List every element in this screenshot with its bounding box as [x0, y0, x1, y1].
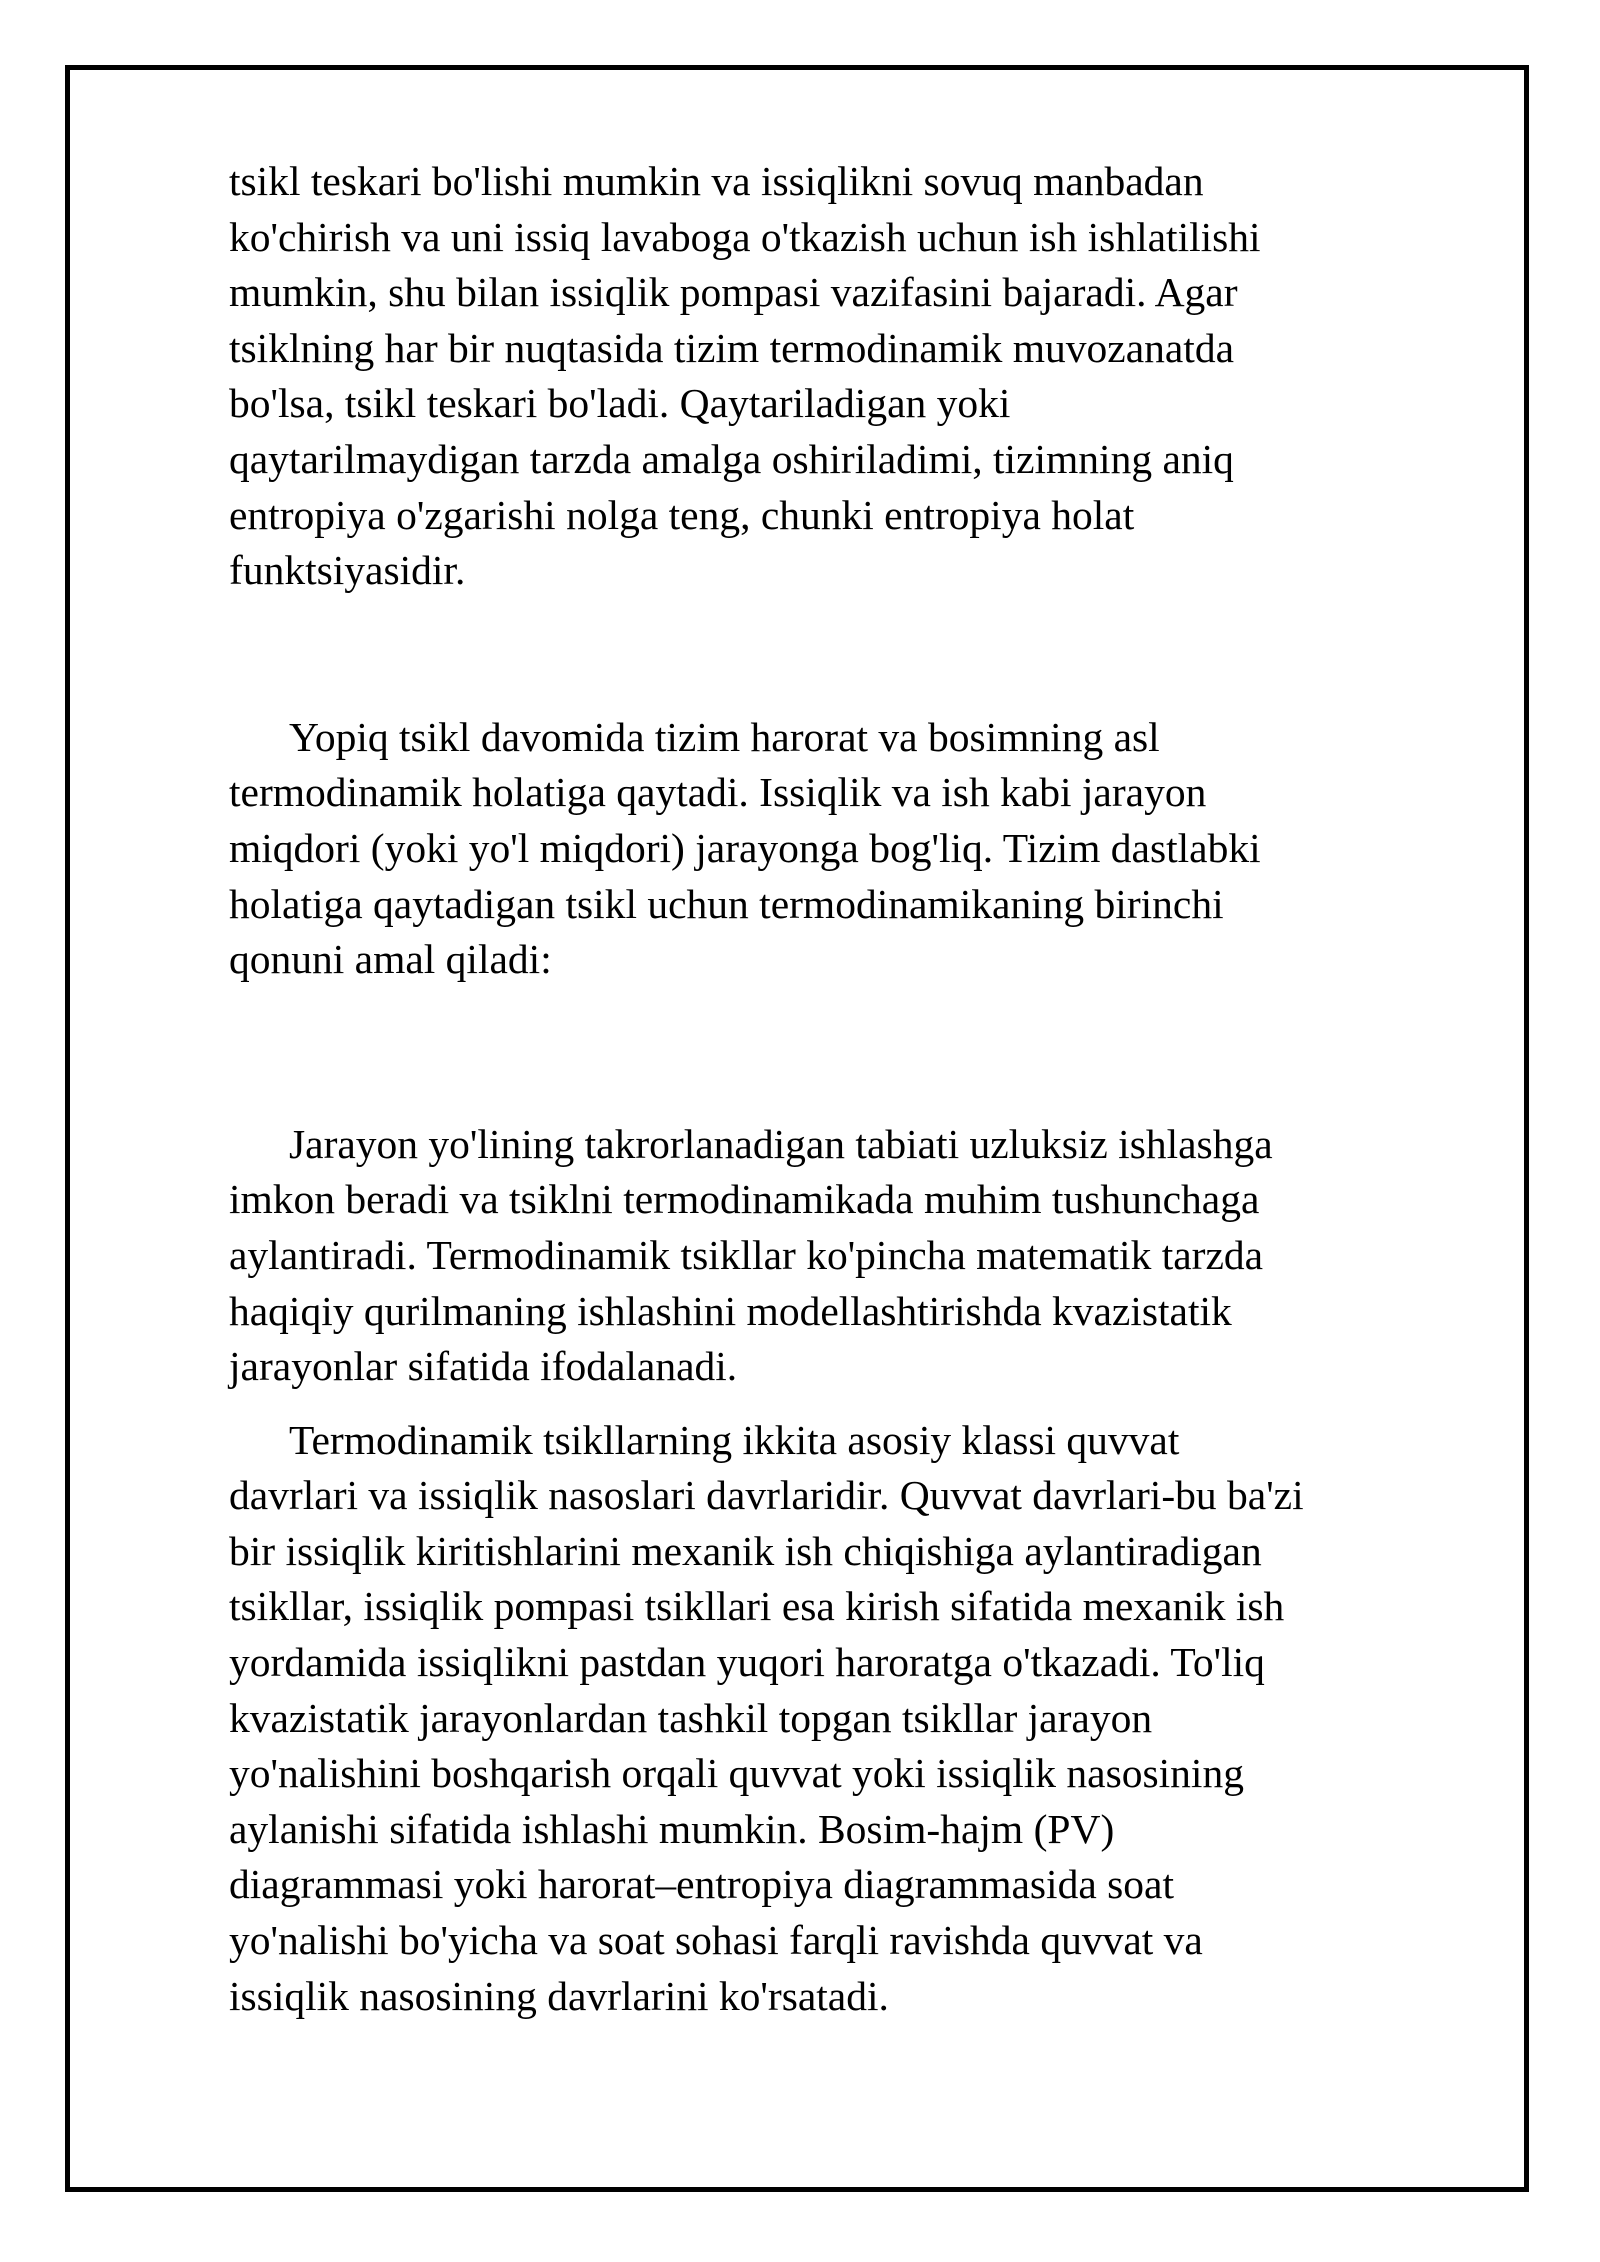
text-line: entropiya o'zgarishi nolga teng, chunki entropiya holat [229, 491, 1135, 538]
text-line: yo'nalishini boshqarish orqali quvvat yoki issiqlik nasosining [229, 1750, 1244, 1797]
text-line: tsiklning har bir nuqtasida tizim termodinamik muvozanatda [229, 324, 1234, 371]
text-line: holatiga qaytadigan tsikl uchun termodinamikaning birinchi [229, 880, 1224, 927]
paragraph-spacer [229, 988, 1529, 1117]
paragraph-2 [229, 710, 1529, 988]
text-line: qonuni amal qiladi: [229, 936, 552, 983]
text-line: kvazistatik jarayonlardan tashkil topgan tsikllar jarayon [229, 1694, 1153, 1741]
text-line: jarayonlar sifatida ifodalanadi. [229, 1343, 738, 1390]
text-line: aylantiradi. Termodinamik tsikllar ko'pincha matematik tarzda [229, 1231, 1264, 1278]
text-line: Jarayon yo'lining takrorlanadigan tabiati uzluksiz ishlashga [289, 1120, 1273, 1167]
document-body [229, 154, 1529, 2024]
text-line: bo'lsa, tsikl teskari bo'ladi. Qaytariladigan yoki [229, 380, 1011, 427]
text-line: tsikllar, issiqlik pompasi tsikllari esa kirish sifatida mexanik ish [229, 1583, 1285, 1630]
paragraph-4 [229, 1413, 1529, 2025]
text-line: haqiqiy qurilmaning ishlashini modellashtirishda kvazistatik [229, 1287, 1232, 1334]
text-line: diagrammasi yoki harorat–entropiya diagrammasida soat [229, 1861, 1174, 1908]
text-line: mumkin, shu bilan issiqlik pompasi vazifasini bajaradi. Agar [229, 269, 1238, 316]
text-line: miqdori (yoki yo'l miqdori) jarayonga bog'liq. Tizim dastlabki [229, 824, 1261, 871]
text-line: yo'nalishi bo'yicha va soat sohasi farqli ravishda quvvat va [229, 1917, 1203, 1964]
paragraph-1 [229, 154, 1529, 599]
text-line: Yopiq tsikl davomida tizim harorat va bosimning asl [289, 713, 1160, 760]
text-line: imkon beradi va tsiklni termodinamikada muhim tushunchaga [229, 1176, 1260, 1223]
text-line: issiqlik nasosining davrlarini ko'rsatadi. [229, 1972, 889, 2019]
text-line: qaytarilmaydigan tarzda amalga oshiriladimi, tizimning aniq [229, 435, 1234, 482]
text-line: funktsiyasidir. [229, 547, 466, 594]
paragraph-3 [229, 1117, 1529, 1395]
paragraph-spacer [229, 599, 1529, 710]
text-line: Termodinamik tsikllarning ikkita asosiy klassi quvvat [289, 1416, 1180, 1463]
paragraph-spacer [229, 1395, 1529, 1413]
text-line: termodinamik holatiga qaytadi. Issiqlik va ish kabi jarayon [229, 769, 1207, 816]
text-line: yordamida issiqlikni pastdan yuqori haroratga o'tkazadi. To'liq [229, 1639, 1265, 1686]
text-line: davrlari va issiqlik nasoslari davrlaridir. Quvvat davrlari-bu ba'zi [229, 1472, 1304, 1519]
text-line: aylanishi sifatida ishlashi mumkin. Bosim-hajm (PV) [229, 1805, 1115, 1852]
text-line: ko'chirish va uni issiq lavaboga o'tkazish uchun ish ishlatilishi [229, 213, 1261, 260]
text-line: tsikl teskari bo'lishi mumkin va issiqlikni sovuq manbadan [229, 158, 1204, 204]
text-line: bir issiqlik kiritishlarini mexanik ish chiqishiga aylantiradigan [229, 1527, 1262, 1574]
